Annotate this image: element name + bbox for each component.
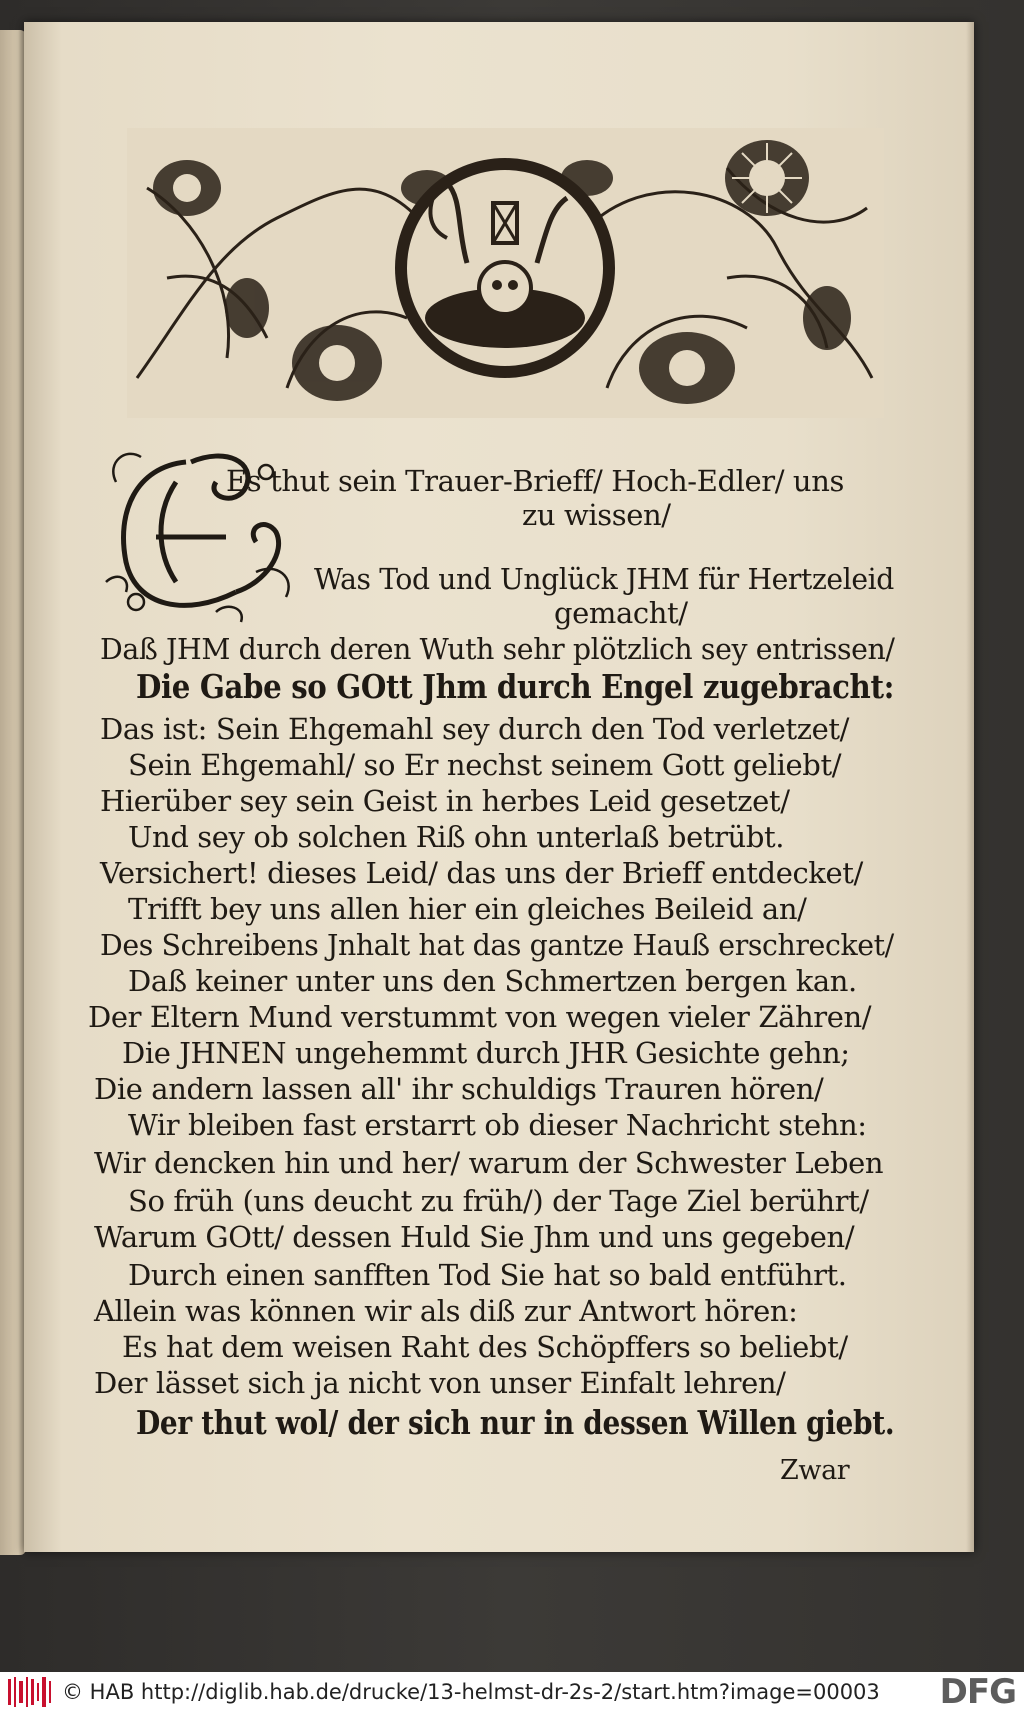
poem-line: Das ist: Sein Ehgemahl sey durch den Tod verletzet/ <box>100 712 849 746</box>
book-page <box>24 22 974 1552</box>
poem-line: Die JHNEN ungehemmt durch JHR Gesichte gehn; <box>122 1036 850 1070</box>
poem-line: Wir dencken hin und her/ warum der Schwester Leben <box>94 1146 884 1180</box>
barcode-logo-icon <box>6 1675 52 1709</box>
poem-line: Daß JHM durch deren Wuth sehr plötzlich sey entrissen/ <box>100 632 895 666</box>
catchword: Zwar <box>780 1455 850 1486</box>
poem-line: Was Tod und Unglück JHM für Hertzeleid <box>314 562 894 596</box>
poem-line: Die Gabe so GOtt Jhm durch Engel zugebracht: <box>136 667 895 706</box>
footer-bar <box>0 1672 1024 1712</box>
poem-line: Der thut wol/ der sich nur in dessen Willen giebt. <box>136 1403 895 1442</box>
footer-copyright-url: © HAB http://diglib.hab.de/drucke/13-helmst-dr-2s-2/start.htm?image=00003 <box>62 1680 880 1704</box>
poem-line: Hierüber sey sein Geist in herbes Leid gesetzet/ <box>100 784 790 818</box>
poem-line: Der Eltern Mund verstummt von wegen vieler Zähren/ <box>88 1000 872 1034</box>
poem-line: So früh (uns deucht zu früh/) der Tage Ziel berührt/ <box>128 1184 869 1218</box>
poem-line: Versichert! dieses Leid/ das uns der Brieff entdecket/ <box>100 856 863 890</box>
poem-line: Es thut sein Trauer-Brieff/ Hoch-Edler/ uns <box>226 464 844 498</box>
poem-line: Der lässet sich ja nicht von unser Einfalt lehren/ <box>94 1366 786 1400</box>
poem-line: Die andern lassen all' ihr schuldigs Trauren hören/ <box>94 1072 824 1106</box>
poem-line: Durch einen sanfften Tod Sie hat so bald entführt. <box>128 1258 847 1292</box>
poem-line: Allein was können wir als diß zur Antwort hören: <box>94 1294 798 1328</box>
poem-text <box>24 22 974 1552</box>
poem-line: Des Schreibens Jnhalt hat das gantze Hauß erschrecket/ <box>100 928 894 962</box>
facing-page-edge <box>0 30 26 1555</box>
poem-line: Sein Ehgemahl/ so Er nechst seinem Gott geliebt/ <box>128 748 842 782</box>
poem-line: gemacht/ <box>554 596 688 630</box>
dfg-logo: DFG <box>939 1672 1016 1712</box>
poem-line: Trifft bey uns allen hier ein gleiches Beileid an/ <box>128 892 807 926</box>
poem-line: Es hat dem weisen Raht des Schöpffers so beliebt/ <box>122 1330 848 1364</box>
poem-line: zu wissen/ <box>522 498 671 532</box>
poem-line: Daß keiner unter uns den Schmertzen bergen kan. <box>128 964 857 998</box>
poem-line: Wir bleiben fast erstarrt ob dieser Nachricht stehn: <box>128 1108 867 1142</box>
poem-line: Und sey ob solchen Riß ohn unterlaß betrübt. <box>128 820 785 854</box>
poem-line: Warum GOtt/ dessen Huld Sie Jhm und uns gegeben/ <box>94 1220 855 1254</box>
